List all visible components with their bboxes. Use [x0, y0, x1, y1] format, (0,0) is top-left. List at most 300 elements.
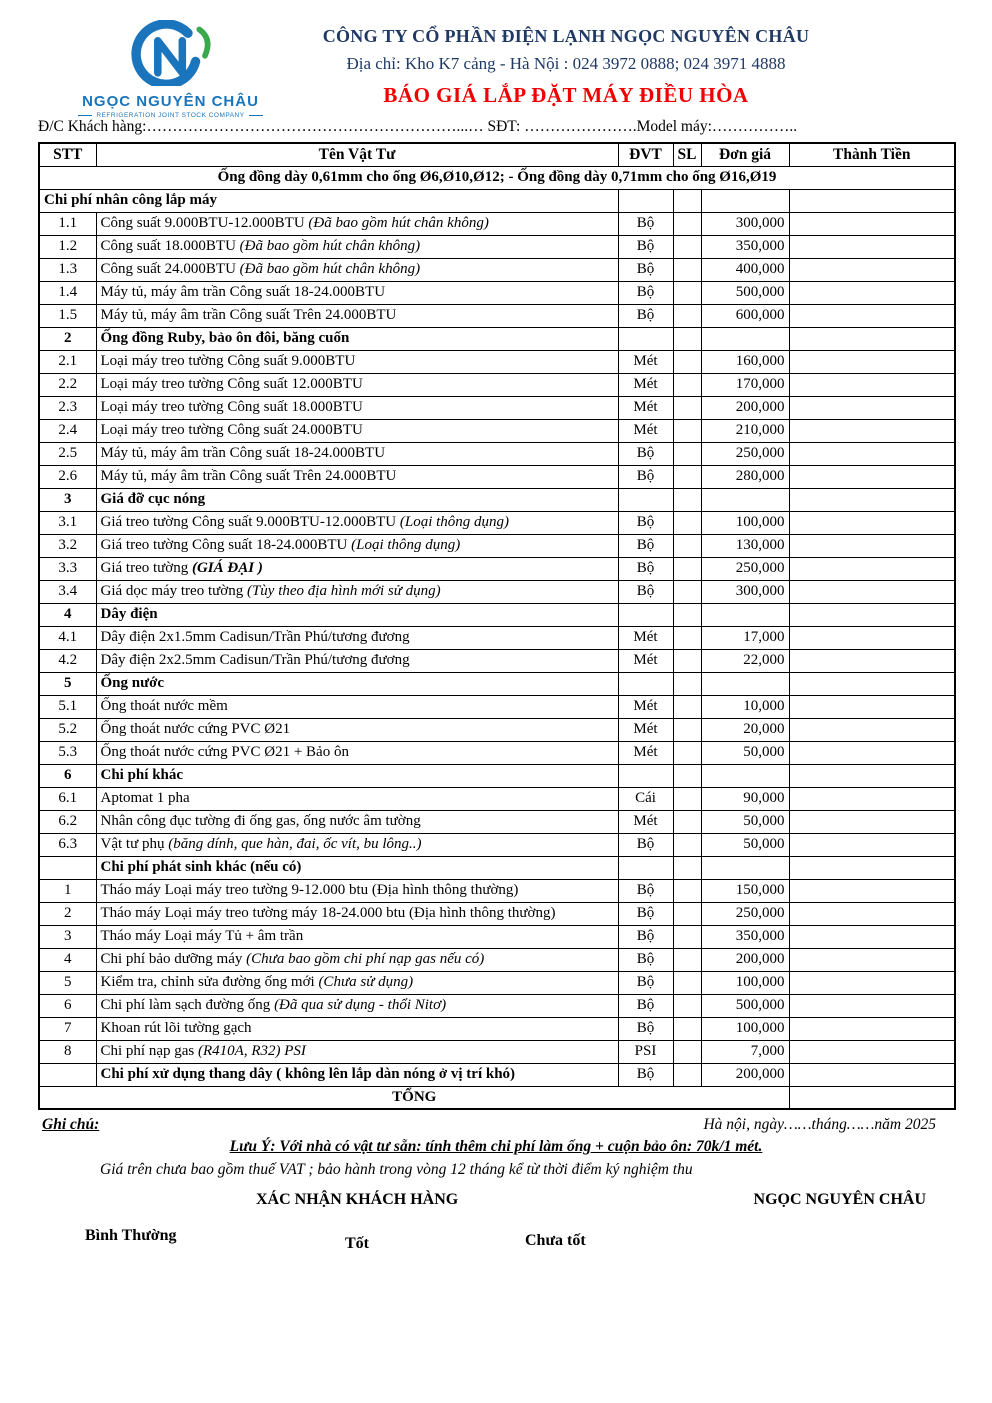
- table-row: [39, 649, 955, 672]
- unit-price-cell: 400,000: [701, 258, 789, 281]
- item-name: Nhân công đục tường đi ống gas, ống nước âm tường: [100, 812, 421, 829]
- company-logo: [78, 20, 263, 119]
- total-label-cell: TỔNG: [39, 1086, 789, 1109]
- logo-rule-left: [78, 115, 92, 116]
- unit-cell: [618, 672, 673, 695]
- company-address: Địa chỉ: Kho K7 cảng - Hà Nội : 024 3972 0888; 024 3971 4888: [346, 54, 786, 73]
- table-total-row: [39, 1086, 955, 1109]
- item-note: (Chưa sử dụng): [318, 973, 414, 990]
- unit-cell: Mét: [618, 373, 673, 396]
- unit-price-cell: [701, 327, 789, 350]
- item-name: Loại máy treo tường Công suất 12.000BTU: [100, 375, 363, 392]
- item-name: Ống thoát nước cứng PVC Ø21 + Bảo ôn: [100, 743, 349, 760]
- item-name-cell: [96, 787, 618, 810]
- unit-cell: Bộ: [618, 948, 673, 971]
- item-note: (GIÁ ĐẠI ): [191, 559, 263, 576]
- unit-price-cell: 50,000: [701, 741, 789, 764]
- unit-cell: Bộ: [618, 511, 673, 534]
- stt-cell: 3.3: [39, 557, 96, 580]
- amount-cell: [789, 672, 955, 695]
- unit-price-cell: 100,000: [701, 971, 789, 994]
- table-section-row: [39, 603, 955, 626]
- unit-price-cell: 250,000: [701, 442, 789, 465]
- table-row: [39, 534, 955, 557]
- stt-cell: 3: [39, 925, 96, 948]
- stt-cell: 2.2: [39, 373, 96, 396]
- item-name: Khoan rút lõi tường gạch: [100, 1019, 252, 1036]
- unit-price-cell: [701, 856, 789, 879]
- unit-cell: Mét: [618, 419, 673, 442]
- item-name: Giá treo tường Công suất 18-24.000BTU: [100, 536, 352, 553]
- item-note: (Tùy theo địa hình mới sử dụng): [246, 582, 441, 599]
- stt-cell: 6.1: [39, 787, 96, 810]
- column-header-qty: SL: [673, 143, 701, 166]
- unit-price-cell: 250,000: [701, 557, 789, 580]
- item-name: Aptomat 1 pha: [100, 789, 190, 806]
- unit-price-cell: 350,000: [701, 235, 789, 258]
- unit-cell: [618, 603, 673, 626]
- qty-cell: [673, 994, 701, 1017]
- amount-cell: [789, 212, 955, 235]
- item-note: (Đã bao gồm hút chân không): [308, 214, 489, 231]
- table-row: [39, 235, 955, 258]
- qty-cell: [673, 304, 701, 327]
- qty-cell: [673, 580, 701, 603]
- item-name-cell: [96, 442, 618, 465]
- column-header-stt: STT: [39, 143, 96, 166]
- stt-cell: 8: [39, 1040, 96, 1063]
- unit-price-cell: 90,000: [701, 787, 789, 810]
- document-header: [150, 0, 982, 108]
- amount-cell: [789, 879, 955, 902]
- phone-label: SĐT:: [483, 118, 525, 135]
- date-line: Hà nội, ngày……tháng……năm 2025: [703, 1116, 936, 1133]
- table-row: [39, 902, 955, 925]
- table-row: [39, 511, 955, 534]
- item-note: (Loại thông dụng): [399, 513, 510, 530]
- item-name: Giá treo tường: [100, 559, 192, 576]
- section-label-cell: Chi phí nhân công lắp máy: [39, 189, 618, 212]
- logo-monogram-icon: [113, 20, 229, 86]
- item-note: (R410A, R32) PSI: [198, 1042, 306, 1059]
- item-name: Tháo máy Loại máy Tủ + âm trần: [100, 927, 304, 944]
- unit-cell: Bộ: [618, 833, 673, 856]
- table-section-row: [39, 672, 955, 695]
- total-amount-cell: [789, 1086, 955, 1109]
- item-name-cell: [96, 649, 618, 672]
- stt-cell: 5.3: [39, 741, 96, 764]
- item-name: Dây điện 2x2.5mm Cadisun/Trần Phú/tương đương: [100, 651, 410, 668]
- stt-cell: 6.3: [39, 833, 96, 856]
- qty-cell: [673, 350, 701, 373]
- table-row: [39, 833, 955, 856]
- table-section-row: [39, 764, 955, 787]
- unit-cell: Mét: [618, 810, 673, 833]
- unit-price-cell: 20,000: [701, 718, 789, 741]
- amount-cell: [789, 327, 955, 350]
- qty-cell: [673, 879, 701, 902]
- table-row: [39, 1040, 955, 1063]
- stt-cell: 2: [39, 902, 96, 925]
- qty-cell: [673, 557, 701, 580]
- unit-cell: Bộ: [618, 925, 673, 948]
- item-name-cell: [96, 258, 618, 281]
- item-name-cell: [96, 212, 618, 235]
- unit-price-cell: [701, 672, 789, 695]
- amount-cell: [789, 695, 955, 718]
- item-name: Chi phí làm sạch đường ống: [100, 996, 275, 1013]
- section-label-cell: Chi phí khác: [96, 764, 618, 787]
- amount-cell: [789, 1040, 955, 1063]
- amount-cell: [789, 281, 955, 304]
- amount-cell: [789, 373, 955, 396]
- qty-cell: [673, 442, 701, 465]
- unit-price-cell: 17,000: [701, 626, 789, 649]
- item-name: Vật tư phụ: [100, 835, 169, 852]
- unit-price-cell: 210,000: [701, 419, 789, 442]
- customer-confirmation-label: XÁC NHẬN KHÁCH HÀNG: [256, 1191, 459, 1208]
- table-row: [39, 948, 955, 971]
- attention-note: Lưu Ý: Với nhà có vật tư sẵn: tính thêm chi phí làm ống + cuộn bảo ôn: 70k/1 mét.: [229, 1138, 763, 1155]
- table-row: [39, 994, 955, 1017]
- column-header-unit: ĐVT: [618, 143, 673, 166]
- amount-cell: [789, 534, 955, 557]
- unit-price-cell: 300,000: [701, 212, 789, 235]
- unit-price-cell: 50,000: [701, 810, 789, 833]
- logo-subtitle-text: REFRIGERATION JOINT STOCK COMPANY: [96, 112, 245, 119]
- item-name-cell: [96, 419, 618, 442]
- qty-cell: [673, 902, 701, 925]
- logo-company-name: NGỌC NGUYÊN CHÂU: [82, 93, 259, 110]
- qty-cell: [673, 1063, 701, 1086]
- table-row: [39, 626, 955, 649]
- item-name: Máy tủ, máy âm trần Công suất 18-24.000BTU: [100, 283, 386, 300]
- amount-cell: [789, 419, 955, 442]
- stt-cell: 6: [39, 764, 96, 787]
- qty-cell: [673, 695, 701, 718]
- qty-cell: [673, 465, 701, 488]
- table-row: [39, 212, 955, 235]
- unit-cell: Cái: [618, 787, 673, 810]
- unit-price-cell: 600,000: [701, 304, 789, 327]
- table-note-row: [39, 166, 955, 189]
- unit-price-cell: [701, 488, 789, 511]
- item-name-cell: [96, 465, 618, 488]
- amount-cell: [789, 488, 955, 511]
- unit-price-cell: 280,000: [701, 465, 789, 488]
- stt-cell: 6.2: [39, 810, 96, 833]
- item-name-cell: [96, 1040, 618, 1063]
- table-section-row: [39, 856, 955, 879]
- qty-cell: [673, 833, 701, 856]
- qty-cell: [673, 626, 701, 649]
- table-row: [39, 396, 955, 419]
- item-name-cell: [96, 534, 618, 557]
- item-name: Tháo máy Loại máy treo tường 9-12.000 btu (Địa hình thông thường): [100, 881, 519, 898]
- quotation-table: [38, 142, 956, 1110]
- amount-cell: [789, 718, 955, 741]
- unit-cell: [618, 488, 673, 511]
- item-name: Dây điện 2x1.5mm Cadisun/Trần Phú/tương đương: [100, 628, 410, 645]
- qty-cell: [673, 787, 701, 810]
- amount-cell: [789, 1063, 955, 1086]
- qty-cell: [673, 189, 701, 212]
- stt-cell: 2: [39, 327, 96, 350]
- item-name-cell: [96, 902, 618, 925]
- item-name: Giá treo tường Công suất 9.000BTU-12.000BTU: [100, 513, 400, 530]
- unit-price-cell: 500,000: [701, 281, 789, 304]
- amount-cell: [789, 258, 955, 281]
- company-signature-label: NGỌC NGUYÊN CHÂU: [753, 1191, 926, 1208]
- table-row: [39, 810, 955, 833]
- footer-note-line: [42, 1116, 936, 1134]
- item-name-cell: [96, 971, 618, 994]
- pipe-note-cell: Ống đồng dày 0,61mm cho ống Ø6,Ø10,Ø12; - Ống đồng dày 0,71mm cho ống Ø16,Ø19: [39, 166, 955, 189]
- table-row: [39, 419, 955, 442]
- column-header-unit-price: Đơn giá: [701, 143, 789, 166]
- stt-cell: 1.3: [39, 258, 96, 281]
- item-name: Tháo máy Loại máy treo tường máy 18-24.000 btu (Địa hình thông thường): [100, 904, 556, 921]
- unit-price-cell: 300,000: [701, 580, 789, 603]
- rating-normal: Bình Thường: [85, 1227, 177, 1244]
- stt-cell: 1.1: [39, 212, 96, 235]
- stt-cell: 2.5: [39, 442, 96, 465]
- item-name: Chi phí nạp gas: [100, 1042, 198, 1059]
- stt-cell: 3.1: [39, 511, 96, 534]
- unit-cell: Bộ: [618, 465, 673, 488]
- item-name-cell: [96, 1017, 618, 1040]
- unit-cell: Mét: [618, 695, 673, 718]
- table-row: [39, 695, 955, 718]
- item-name-cell: [96, 281, 618, 304]
- unit-cell: Mét: [618, 741, 673, 764]
- logo-rule-right: [249, 115, 263, 116]
- customer-dots: ……………………………………………………...…: [146, 118, 484, 135]
- item-name-cell: [96, 1063, 618, 1086]
- table-row: [39, 281, 955, 304]
- unit-cell: Bộ: [618, 971, 673, 994]
- item-name: Ống thoát nước cứng PVC Ø21: [100, 720, 291, 737]
- item-name-cell: [96, 948, 618, 971]
- table-row: [39, 580, 955, 603]
- stt-cell: 5: [39, 672, 96, 695]
- unit-price-cell: 130,000: [701, 534, 789, 557]
- table-row: [39, 557, 955, 580]
- unit-cell: Bộ: [618, 902, 673, 925]
- unit-cell: Bộ: [618, 557, 673, 580]
- item-name: Loại máy treo tường Công suất 18.000BTU: [100, 398, 363, 415]
- item-name-cell: [96, 718, 618, 741]
- customer-line: [38, 118, 954, 136]
- amount-cell: [789, 465, 955, 488]
- table-row: [39, 465, 955, 488]
- amount-cell: [789, 1017, 955, 1040]
- unit-price-cell: 250,000: [701, 902, 789, 925]
- qty-cell: [673, 373, 701, 396]
- unit-price-cell: 170,000: [701, 373, 789, 396]
- item-name: Giá dọc máy treo tường: [100, 582, 247, 599]
- unit-price-cell: 100,000: [701, 511, 789, 534]
- stt-cell: 1.4: [39, 281, 96, 304]
- stt-cell: 7: [39, 1017, 96, 1040]
- stt-cell: [39, 856, 96, 879]
- table-row: [39, 258, 955, 281]
- unit-cell: Bộ: [618, 1063, 673, 1086]
- table-section_full-row: [39, 189, 955, 212]
- qty-cell: [673, 212, 701, 235]
- item-name-cell: [96, 695, 618, 718]
- unit-price-cell: 200,000: [701, 948, 789, 971]
- unit-price-cell: 10,000: [701, 695, 789, 718]
- amount-cell: [789, 741, 955, 764]
- unit-price-cell: 150,000: [701, 879, 789, 902]
- section-label-cell: Ống nước: [96, 672, 618, 695]
- amount-cell: [789, 396, 955, 419]
- item-name-cell: [96, 879, 618, 902]
- stt-cell: 1.5: [39, 304, 96, 327]
- qty-cell: [673, 327, 701, 350]
- unit-price-cell: [701, 189, 789, 212]
- amount-cell: [789, 580, 955, 603]
- qty-cell: [673, 281, 701, 304]
- table-row: [39, 718, 955, 741]
- amount-cell: [789, 764, 955, 787]
- unit-cell: Bộ: [618, 258, 673, 281]
- qty-cell: [673, 258, 701, 281]
- amount-cell: [789, 442, 955, 465]
- amount-cell: [789, 787, 955, 810]
- qty-cell: [673, 856, 701, 879]
- qty-cell: [673, 1017, 701, 1040]
- unit-price-cell: [701, 764, 789, 787]
- qty-cell: [673, 672, 701, 695]
- item-note: (Chưa bao gồm chi phí nạp gas nếu có): [246, 950, 485, 967]
- vat-warranty-note: Giá trên chưa bao gồm thuế VAT ; bảo hành trong vòng 12 tháng kể từ thời điểm ký nghiệm thu: [100, 1161, 693, 1178]
- unit-cell: [618, 764, 673, 787]
- stt-cell: 3.4: [39, 580, 96, 603]
- amount-cell: [789, 833, 955, 856]
- item-name: Công suất 24.000BTU: [100, 260, 240, 277]
- amount-cell: [789, 810, 955, 833]
- amount-cell: [789, 925, 955, 948]
- item-name: Kiểm tra, chỉnh sửa đường ống mới: [100, 973, 319, 990]
- unit-cell: Bộ: [618, 304, 673, 327]
- item-name: Chi phí xử dụng thang dây ( không lên lắp dàn nóng ở vị trí khó): [100, 1065, 516, 1082]
- table-section-row: [39, 327, 955, 350]
- section-label-cell: Giá đỡ cục nóng: [96, 488, 618, 511]
- qty-cell: [673, 810, 701, 833]
- qty-cell: [673, 764, 701, 787]
- qty-cell: [673, 396, 701, 419]
- item-note: (Đã qua sử dụng - thổi Nitơ): [274, 996, 447, 1013]
- unit-cell: Bộ: [618, 212, 673, 235]
- stt-cell: [39, 1063, 96, 1086]
- table-row: [39, 304, 955, 327]
- item-name: Ống thoát nước mềm: [100, 697, 228, 714]
- unit-price-cell: 22,000: [701, 649, 789, 672]
- logo-subtitle: [78, 112, 263, 119]
- unit-price-cell: 500,000: [701, 994, 789, 1017]
- unit-cell: [618, 189, 673, 212]
- item-name-cell: [96, 741, 618, 764]
- unit-cell: Bộ: [618, 235, 673, 258]
- item-name: Máy tủ, máy âm trần Công suất Trên 24.000BTU: [100, 306, 397, 323]
- item-name-cell: [96, 810, 618, 833]
- section-label-cell: Dây điện: [96, 603, 618, 626]
- stt-cell: 3.2: [39, 534, 96, 557]
- unit-cell: Bộ: [618, 281, 673, 304]
- stt-cell: 4: [39, 603, 96, 626]
- signature-line: [0, 1191, 992, 1209]
- amount-cell: [789, 649, 955, 672]
- amount-cell: [789, 350, 955, 373]
- amount-cell: [789, 994, 955, 1017]
- section-label-cell: Chi phí phát sinh khác (nếu có): [96, 856, 618, 879]
- qty-cell: [673, 534, 701, 557]
- phone-dots: ………………….: [524, 118, 637, 135]
- amount-cell: [789, 304, 955, 327]
- qty-cell: [673, 971, 701, 994]
- item-note: (Đã bao gồm hút chân không): [239, 260, 421, 277]
- item-name: Loại máy treo tường Công suất 24.000BTU: [100, 421, 363, 438]
- unit-cell: Bộ: [618, 442, 673, 465]
- unit-price-cell: 160,000: [701, 350, 789, 373]
- model-dots: ……………..: [711, 118, 798, 135]
- qty-cell: [673, 235, 701, 258]
- stt-cell: 4: [39, 948, 96, 971]
- amount-cell: [789, 557, 955, 580]
- qty-cell: [673, 488, 701, 511]
- amount-cell: [789, 902, 955, 925]
- unit-price-cell: 7,000: [701, 1040, 789, 1063]
- amount-cell: [789, 856, 955, 879]
- amount-cell: [789, 971, 955, 994]
- item-name-cell: [96, 994, 618, 1017]
- table-row: [39, 1017, 955, 1040]
- qty-cell: [673, 511, 701, 534]
- stt-cell: 2.6: [39, 465, 96, 488]
- unit-price-cell: 100,000: [701, 1017, 789, 1040]
- unit-price-cell: [701, 603, 789, 626]
- item-name-cell: [96, 580, 618, 603]
- unit-price-cell: 200,000: [701, 1063, 789, 1086]
- item-name-cell: [96, 557, 618, 580]
- item-name-cell: [96, 511, 618, 534]
- item-name-cell: [96, 626, 618, 649]
- qty-cell: [673, 718, 701, 741]
- item-name: Máy tủ, máy âm trần Công suất 18-24.000BTU: [100, 444, 386, 461]
- item-name-cell: [96, 925, 618, 948]
- qty-cell: [673, 741, 701, 764]
- table-row: [39, 787, 955, 810]
- amount-cell: [789, 948, 955, 971]
- unit-cell: [618, 856, 673, 879]
- document-title: BÁO GIÁ LẮP ĐẶT MÁY ĐIỀU HÒA: [383, 83, 749, 107]
- item-name-cell: [96, 833, 618, 856]
- unit-cell: Mét: [618, 718, 673, 741]
- qty-cell: [673, 1040, 701, 1063]
- table-row: [39, 373, 955, 396]
- unit-cell: Bộ: [618, 994, 673, 1017]
- table-section-row: [39, 488, 955, 511]
- unit-cell: Bộ: [618, 1017, 673, 1040]
- table-special-row: [39, 1063, 955, 1086]
- unit-cell: Mét: [618, 649, 673, 672]
- quote-table-body: [39, 166, 955, 1109]
- table-row: [39, 350, 955, 373]
- stt-cell: 2.3: [39, 396, 96, 419]
- stt-cell: 6: [39, 994, 96, 1017]
